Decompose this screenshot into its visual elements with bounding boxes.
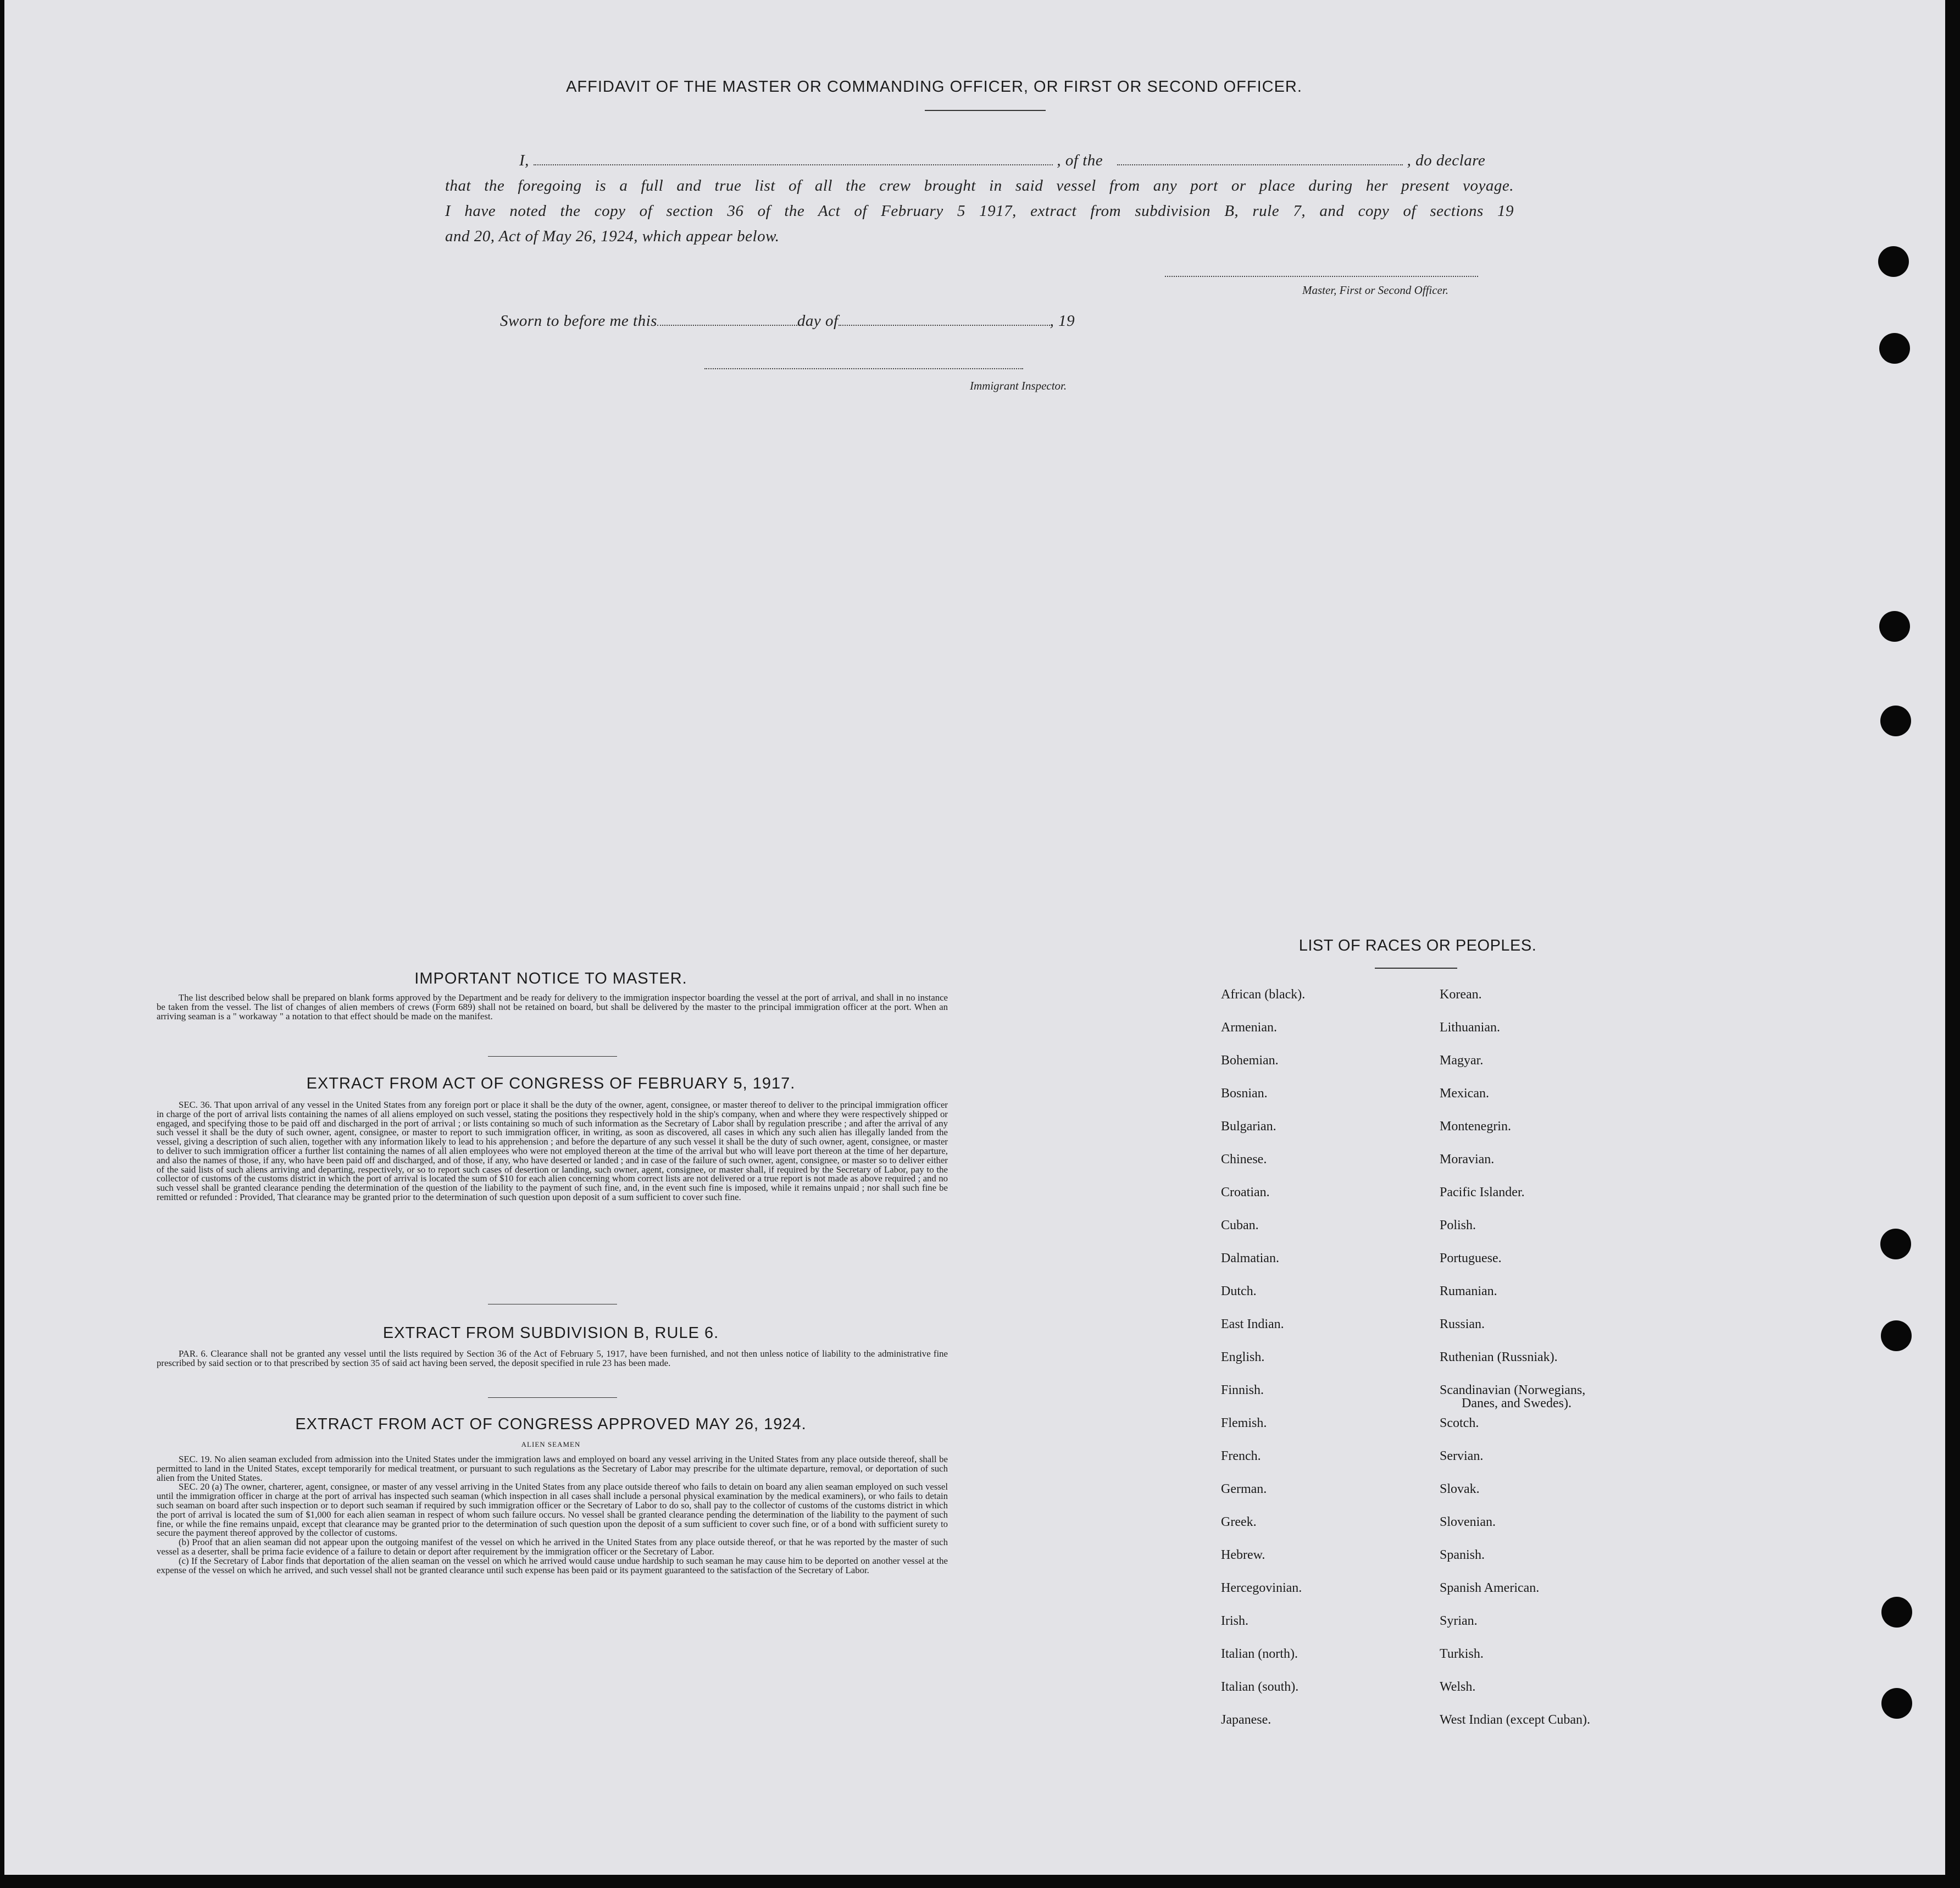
paragraph-6: PAR. 6. Clearance shall not be granted any vessel until the lists required by Section 36 of the Act of February 5, 1917, have been furnished, and not then unless notice of liability to the administrative fine prescribed by said section or to that prescribed by section 35 of said act having been served, the deposit specified in rule 23 has been made.	[157, 1348, 948, 1368]
signature-line	[1165, 276, 1478, 277]
section-20a-paragraph: SEC. 20 (a) The owner, charterer, agent, consignee, or master of any vessel arriving in the United States from any place outside thereof who fails to detain on board any alien seaman employed on such vessel until the immigration officer in charge at the port of arrival has inspected such seaman (which inspection in all cases shall include a personal physical examination by the medical examiners), or who fails to detain such seaman on board after such inspection or to deport such seaman if required by such immigration officer or the Secretary of Labor to do so, shall pay to the collector of customs of the customs district in which the port of arrival is located the sum of $1,000 for each alien seaman in respect of whom such failure occurs. No vessel shall be granted clearance pending the determination of the liability to the payment of such fine, or while the fine remains unpaid, except that clearance may be granted prior to the determination of such question upon the deposit of a sum sufficient to cover such fine, or of a bond with sufficient surety to secure the payment thereof approved by the collector of customs.	[157, 1481, 948, 1539]
alien-seamen-subtitle: ALIEN SEAMEN	[521, 1440, 581, 1448]
race-right-item: Slovak.	[1440, 1482, 1480, 1496]
race-right-item: Magyar.	[1440, 1053, 1484, 1068]
rule-6-rule	[488, 1397, 617, 1398]
race-left-item: Chinese.	[1221, 1152, 1267, 1167]
race-left-item: Dutch.	[1221, 1284, 1257, 1298]
race-right-item: Moravian.	[1440, 1152, 1495, 1167]
rule-6-title: EXTRACT FROM SUBDIVISION B, RULE 6.	[382, 1324, 719, 1342]
extract-1917-title: EXTRACT FROM ACT OF CONGRESS OF FEBRUARY 5, 1917.	[306, 1075, 796, 1092]
race-right-item: West Indian (except Cuban).	[1440, 1713, 1590, 1727]
name-blank	[534, 162, 1053, 165]
race-right-item: Russian.	[1440, 1317, 1485, 1331]
title-rule	[925, 110, 1046, 111]
extract-1924-title: EXTRACT FROM ACT OF CONGRESS APPROVED MAY 26, 1924.	[295, 1415, 807, 1433]
punch-hole	[1879, 611, 1910, 642]
race-left-item: Italian (south).	[1221, 1680, 1299, 1694]
sworn-year: , 19	[1050, 312, 1075, 330]
affidavit-title: AFFIDAVIT OF THE MASTER OR COMMANDING OFFICER, OR FIRST OR SECOND OFFICER.	[566, 78, 1302, 96]
race-right-item: Mexican.	[1440, 1086, 1489, 1101]
race-left-item: Hercegovinian.	[1221, 1581, 1302, 1595]
declaration-line-1	[519, 152, 1514, 170]
races-title: LIST OF RACES OR PEOPLES.	[1298, 937, 1537, 954]
inspector-label: Immigrant Inspector.	[970, 379, 1067, 392]
punch-hole	[1881, 1320, 1912, 1351]
extract-1924-body	[157, 1455, 948, 1575]
sworn-day-blank	[657, 323, 797, 326]
vessel-blank	[1117, 162, 1403, 165]
race-right-item: Scandinavian (Norwegians,	[1440, 1383, 1586, 1397]
section-19-paragraph: SEC. 19. No alien seaman excluded from admission into the United States under the immigration laws and employed on board any vessel arriving in the United States from any place outside thereof, shall be permitted to land in the United States, except temporarily for medical treatment, or pursuant to such regulations as the Secretary of Labor may prescribe for the ultimate departure, removal, or deportation of such alien from the United States.	[157, 1454, 948, 1483]
race-right-item: Slovenian.	[1440, 1515, 1496, 1529]
race-right-item: Scotch.	[1440, 1416, 1479, 1430]
races-rule	[1375, 968, 1457, 969]
race-left-item: Irish.	[1221, 1614, 1248, 1628]
declaration-do-declare: , do declare	[1407, 152, 1486, 169]
race-left-item: Armenian.	[1221, 1020, 1277, 1035]
punch-hole	[1881, 1688, 1912, 1719]
declaration-line-2: that the foregoing is a full and true list of all the crew brought in said vessel from any port or place during her present voyage.	[445, 177, 1514, 195]
race-left-item: Greek.	[1221, 1515, 1257, 1529]
race-right-item: Spanish.	[1440, 1548, 1485, 1562]
race-right-item: Portuguese.	[1440, 1251, 1502, 1265]
notice-rule	[488, 1056, 617, 1057]
declaration-of-the: , of the	[1057, 152, 1103, 169]
race-left-item: East Indian.	[1221, 1317, 1284, 1331]
race-right-item: Syrian.	[1440, 1614, 1478, 1628]
race-left-item: French.	[1221, 1449, 1261, 1463]
section-36-paragraph: SEC. 36. That upon arrival of any vessel in the United States from any foreign port or place it shall be the duty of the owner, agent, consignee, or master thereof to deliver to the principal immigration officer in charge of the port of arrival lists containing the names of all aliens employed on such vessel, stating the positions they respectively hold in the ship's company, when and where they were respectively shipped or engaged, and specifying those to be paid off and discharged in the port of arrival ; or lists containing so much of such information as the Secretary of Labor shall by regulation prescribe ; and after the arrival of any such vessel it shall be the duty of such owner, agent, consignee, or master to report to such immigration officer, in writing, as soon as discovered, all cases in which any such alien has illegally landed from the vessel, giving a description of such alien, together with any information likely to lead to his apprehension ; and before the departure of any such vessel it shall be the duty of such owner, agent, consignee, or master to deliver to such immigration officer a further list containing the names of all alien employees who were not employed thereon at the time of the arrival but who will leave port thereon at the time of her departure, and also the names of those, if any, who have been paid off and discharged, and of those, if any, who have deserted or landed ; and in case of the failure of such owner, agent, consignee, or master so to deliver either of the said lists of such aliens arriving and departing, respectively, or so to report such cases of desertion or landing, such owner, agent, consignee, or master shall, if required by the Secretary of Labor, pay to the collector of customs of the customs district in which the port of arrival is located the sum of $10 for each alien concerning whom correct lists are not delivered or a true report is not made as above required ; and no such vessel shall be granted clearance pending the determination of the question of the liability to the payment of such fine, and, in the event such fine is imposed, while it remains unpaid ; nor shall such fine be remitted or refunded : Provided, That clearance may be granted prior to the determination of such question upon deposit of a sum sufficient to cover such fine.	[157, 1100, 948, 1202]
race-left-item: Flemish.	[1221, 1416, 1267, 1430]
race-right-item: Spanish American.	[1440, 1581, 1540, 1595]
race-left-item: Japanese.	[1221, 1713, 1271, 1727]
sworn-day-of: day of	[797, 312, 839, 330]
races-left-column	[1221, 987, 1305, 1746]
race-right-item: Pacific Islander.	[1440, 1185, 1525, 1200]
declaration-line-4: and 20, Act of May 26, 1924, which appear below.	[445, 227, 780, 245]
extract-1917-body	[157, 1101, 948, 1202]
punch-hole	[1879, 333, 1910, 364]
race-right-item: Rumanian.	[1440, 1284, 1497, 1298]
race-left-item: English.	[1221, 1350, 1265, 1364]
race-left-item: German.	[1221, 1482, 1267, 1496]
punch-hole	[1881, 1597, 1912, 1628]
sworn-line	[500, 312, 1075, 330]
race-left-item: Dalmatian.	[1221, 1251, 1279, 1265]
race-left-item: African (black).	[1221, 987, 1306, 1002]
punch-hole	[1880, 1229, 1911, 1259]
race-left-item: Cuban.	[1221, 1218, 1259, 1232]
sworn-month-blank	[839, 323, 1050, 326]
scan-edge-right	[1945, 0, 1960, 1888]
punch-hole	[1878, 246, 1909, 277]
declaration-i: I,	[519, 152, 529, 169]
race-left-item: Croatian.	[1221, 1185, 1270, 1200]
section-20c-paragraph: (c) If the Secretary of Labor finds that deportation of the alien seaman on the vessel on which he arrived would cause undue hardship to such seaman he may cause him to be deported on another vessel at the expense of the vessel on which he arrived, and such vessel shall not be granted clearance until such expense has been paid or its payment guaranteed to the satisfaction of the Secretary of Labor.	[157, 1555, 948, 1575]
races-continuation: Danes, and Swedes).	[1462, 1396, 1572, 1411]
sworn-label: Sworn to before me this	[500, 312, 657, 330]
race-left-item: Hebrew.	[1221, 1548, 1265, 1562]
race-right-item: Ruthenian (Russniak).	[1440, 1350, 1558, 1364]
race-right-item: Lithuanian.	[1440, 1020, 1500, 1035]
race-right-item: Polish.	[1440, 1218, 1476, 1232]
race-right-item: Montenegrin.	[1440, 1119, 1511, 1134]
inspector-line	[704, 368, 1023, 369]
race-right-item: Welsh.	[1440, 1680, 1476, 1694]
race-left-item: Bohemian.	[1221, 1053, 1279, 1068]
declaration-line-3: I have noted the copy of section 36 of the Act of February 5 1917, extract from subdivision B, rule 7, and copy of sections 19	[445, 202, 1514, 220]
race-right-item: Servian.	[1440, 1449, 1484, 1463]
scan-edge-bottom	[0, 1875, 1960, 1888]
notice-paragraph: The list described below shall be prepared on blank forms approved by the Department and be ready for delivery to the immigration inspector boarding the vessel at the port of arrival, and shall in no instance be taken from the vessel. The list of changes of alien members of crews (Form 689) shall not be retained on board, but shall be delivered by the master to the principal immigration officer at the port. When an arriving seaman is a " workaway " a notation to that effect should be made on the manifest.	[157, 992, 948, 1021]
race-right-item: Korean.	[1440, 987, 1482, 1002]
notice-body	[157, 993, 948, 1021]
race-right-item: Turkish.	[1440, 1647, 1484, 1661]
race-left-item: Bulgarian.	[1221, 1119, 1276, 1134]
notice-title: IMPORTANT NOTICE TO MASTER.	[414, 970, 687, 987]
signature-label: Master, First or Second Officer.	[1302, 284, 1448, 297]
section-20b-paragraph: (b) Proof that an alien seaman did not appear upon the outgoing manifest of the vessel on which he arrived in the United States from any place outside thereof, or that he was reported by the master of such vessel as a deserter, shall be prima facie evidence of a failure to detain or deport after requirement by the immigration officer or the Secretary of Labor.	[157, 1537, 948, 1557]
scan-edge-left	[0, 0, 4, 1888]
race-left-item: Bosnian.	[1221, 1086, 1268, 1101]
race-left-item: Italian (north).	[1221, 1647, 1298, 1661]
punch-hole	[1880, 706, 1911, 736]
race-left-item: Finnish.	[1221, 1383, 1264, 1397]
rule-6-body	[157, 1350, 948, 1368]
races-right-column	[1440, 987, 1590, 1746]
